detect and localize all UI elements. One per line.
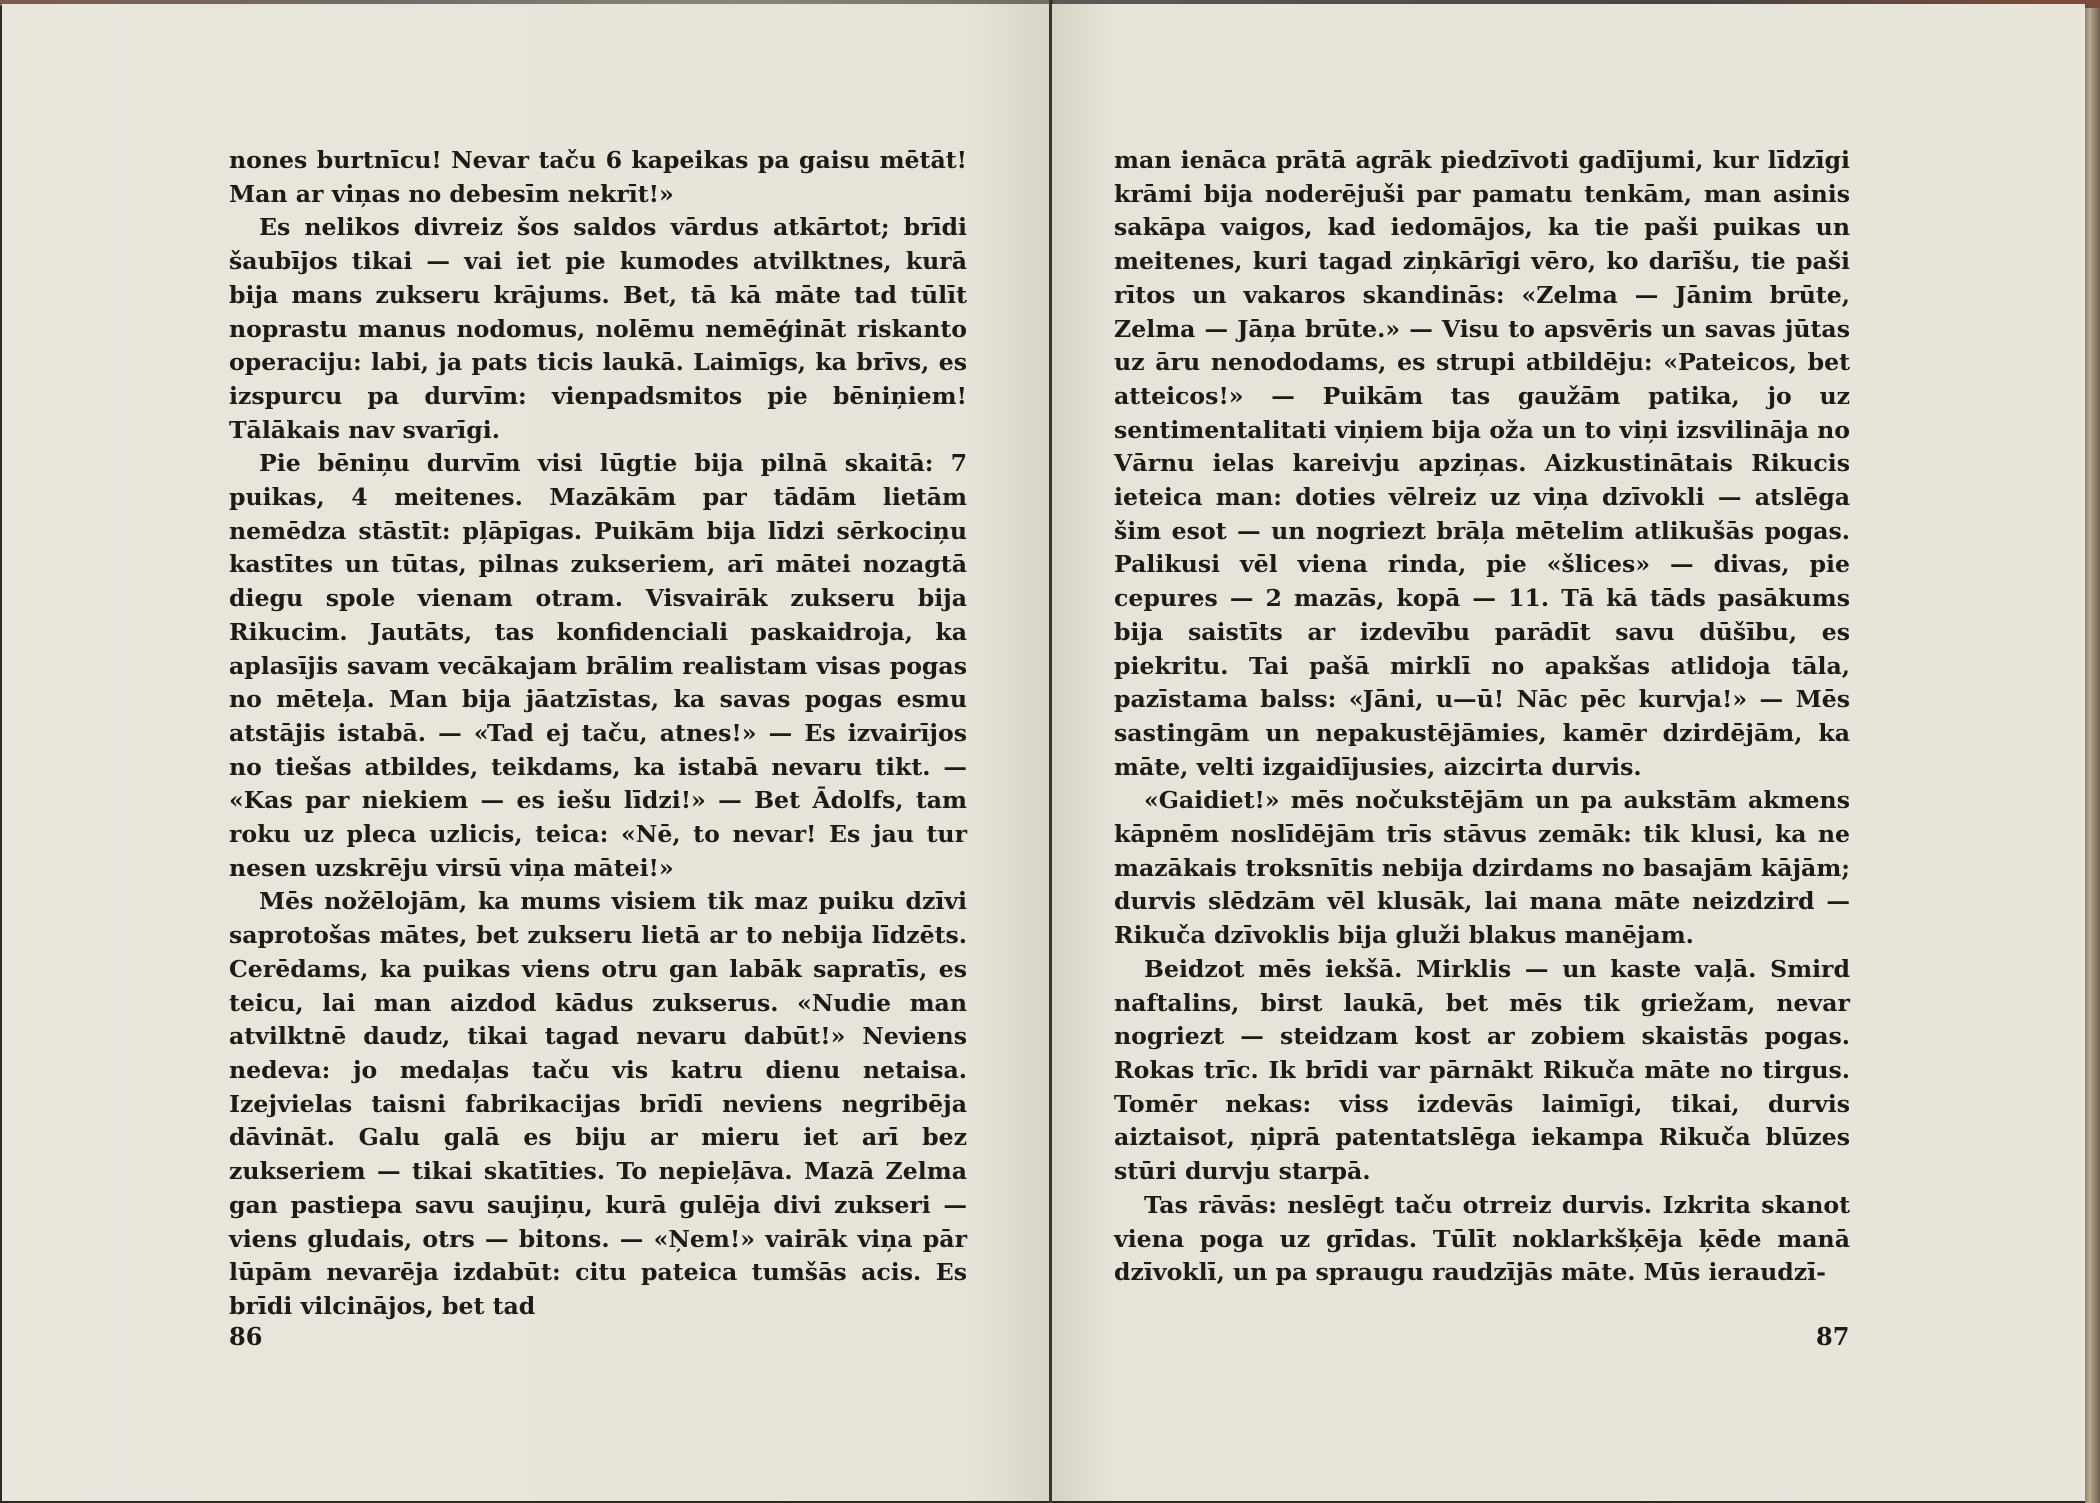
paragraph: Beidzot mēs iekšā. Mirklis — un kaste vaļā. Smird naftalins, birst laukā, bet mēs tik griežam, nevar nogriezt — steidzam kost ar zobiem skaistās pogas. Rokas trīc. Ik brīdi var pārnākt Rikuča māte no tirgus. Tomēr nekas: viss izdevās laimīgi, tikai, durvis aiztaisot, ņiprā patentatslēga iekampa Rikuča blūzes stūri durvju starpā.: [1114, 954, 1850, 1186]
page-number: 86: [229, 1322, 263, 1351]
paragraph: Mēs nožēlojām, ka mums visiem tik maz puiku dzīvi saprotošas mātes, bet zukseru lietā ar to nebija līdzēts. Cerēdams, ka puikas viens otru gan labāk sapratīs, es teicu, lai man aizdod kādus zukserus. «Nudie man atvilktnē daudz, tikai tagad nevaru dabūt!» Neviens nedeva: jo medaļas taču vis katru dienu netaisa. Izejvielas taisni fabrikacijas brīdī neviens negribēja dāvināt. Galu galā es biju ar mieru iet arī bez zukseriem — tikai skatīties. To nepieļāva. Mazā Zelma gan pastiepa savu saujiņu, kurā gulēja divi zukseri — viens gludais, otrs — bitons. — «Ņem!» vairāk viņa pār lūpām nevarēja izdabūt: citu pateica tumšās acis. Es brīdi vilcinājos, bet tad: [229, 887, 967, 1320]
page-number: 87: [1816, 1322, 1850, 1351]
paragraph: «Gaidiet!» mēs nočukstējām un pa aukstām akmens kāpnēm noslīdējām trīs stāvus zemāk: tik klusi, ka ne mazākais troksnītis nebija dzirdams no basajām kājām; durvis slēdzām vēl klusāk, lai mana māte neizdzird — Rikuča dzīvoklis bija gluži blakus manējam.: [1114, 786, 1850, 950]
paragraph: Tas rāvās: neslēgt taču otrreiz durvis. Izkrita skanot viena poga uz grīdas. Tūlīt noklarkšķēja ķēde manā dzīvoklī, un pa spraugu raudzījās māte. Mūs ieraudzī-: [1114, 1190, 1850, 1287]
book-cover-edge: [2085, 8, 2100, 1503]
right-page-text: [1114, 144, 1850, 1290]
paragraph: man ienāca prātā agrāk piedzīvoti gadījumi, kur līdzīgi krāmi bija noderējuši par pamatu tenkām, man asinis sakāpa vaigos, kad iedomājos, ka tie paši puikas un meitenes, kuri tagad ziņkārīgi vēro, ko darīšu, tie paši rītos un vakaros skandinās: «Zelma — Jānim brūte, Zelma — Jāņa brūte.» — Visu to apsvēris un savas jūtas uz āru nenododams, es strupi atbildēju: «Pateicos, bet atteicos!» — Puikām tas gaužām patika, jo uz sentimentalitati viņiem bija oža un to viņi izsvilināja no Vārnu ielas kareivju apziņas. Aizkustinātais Rikucis ieteica man: doties vēlreiz uz viņa dzīvokli — atslēga šim esot — un nogriezt brāļa mētelim atlikušās pogas. Palikusi vēl viena rinda, pie «šlices» — divas, pie cepures — 2 mazās, kopā — 11. Tā kā tāds pasākums bija saistīts ar izdevību parādīt savu dūšību, es piekritu. Tai pašā mirklī no apakšas atlidoja tāla, pazīstama balss: «Jāni, u—ū! Nāc pēc kurvja!» — Mēs sastingām un nepakustējāmies, kamēr dzirdējām, ka māte, velti izgaidījusies, aizcirta durvis.: [1114, 146, 1850, 781]
paragraph: nones burtnīcu! Nevar taču 6 kapeikas pa gaisu mētāt! Man ar viņas no debesīm nekrīt!»: [229, 146, 967, 208]
paragraph: Pie bēniņu durvīm visi lūgtie bija pilnā skaitā: 7 puikas, 4 meitenes. Mazākām par tādām lietām nemēdza stāstīt: pļāpīgas. Puikām bija līdzi sērkociņu kastītes un tūtas, pilnas zukseriem, arī mātei nozagtā diegu spole vienam otram. Visvairāk zukseru bija Rikucim. Jautāts, tas konfidenciali paskaidroja, ka aplasījis savam vecākajam brālim realistam visas pogas no mēteļa. Man bija jāatzīstas, ka savas pogas esmu atstājis istabā. — «Tad ej taču, atnes!» — Es izvairījos no tiešas atbildes, teikdams, ka istabā nevaru tikt. — «Kas par niekiem — es iešu līdzi!» — Bet Ādolfs, tam roku uz pleca uzlicis, teica: «Nē, to nevar! Es jau tur nesen uzskrēju virsū viņa mātei!»: [229, 449, 967, 882]
right-page: [1052, 4, 2085, 1501]
left-page: [2, 4, 1050, 1501]
left-page-text: [229, 144, 967, 1324]
paragraph: Es nelikos divreiz šos saldos vārdus atkārtot; brīdi šaubījos tikai — vai iet pie kumodes atvilktnes, kurā bija mans zukseru krājums. Bet, tā kā māte tad tūlīt noprastu manus nodomus, nolēmu nemēģināt riskanto operaciju: labi, ja pats ticis laukā. Laimīgs, ka brīvs, es izspurcu pa durvīm: vienpadsmitos pie bēniņiem! Tālākais nav svarīgi.: [229, 213, 967, 444]
